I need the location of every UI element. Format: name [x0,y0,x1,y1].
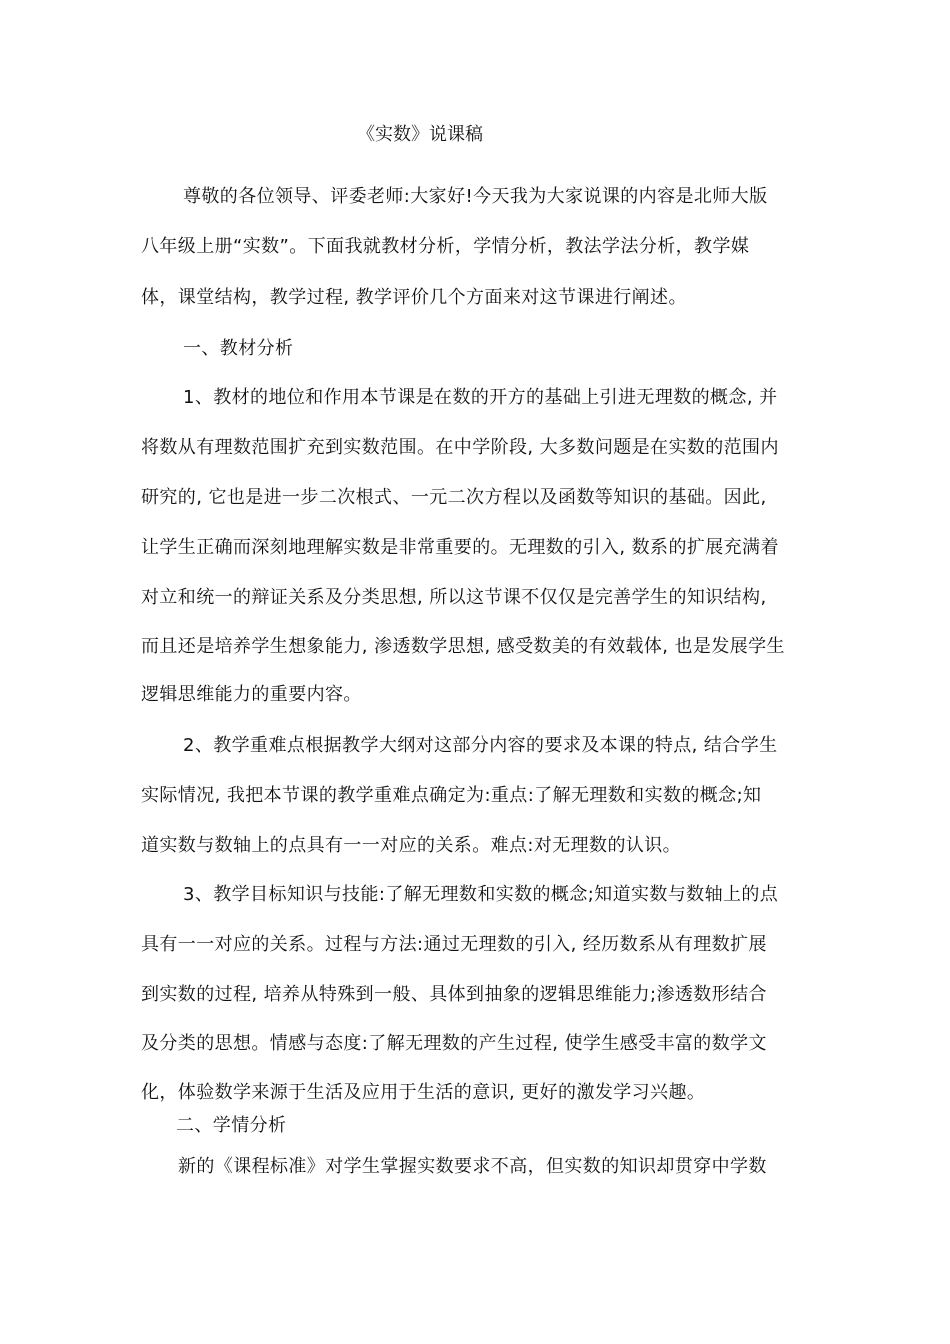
document-title: 《实数》说课稿 [357,124,483,145]
section-heading-students: 二、学情分析 [176,1115,287,1136]
para4-line-1: 新的《课程标准》对学生掌握实数要求不高，但实数的知识却贯穿中学数 [178,1156,767,1177]
para1-line-7: 逻辑思维能力的重要内容。 [141,684,362,705]
para3-line-3: 到实数的过程, 培养从特殊到一般、具体到抽象的逻辑思维能力;渗透数形结合 [141,984,767,1005]
para1-line-2: 将数从有理数范围扩充到实数范围。在中学阶段, 大多数问题是在实数的范围内 [141,437,779,458]
intro-line-2: 八年级上册“实数”。下面我就教材分析，学情分析，教法学法分析，教学媒 [141,236,750,257]
para2-line-1: 2、教学重难点根据教学大纲对这部分内容的要求及本课的特点, 结合学生 [183,735,778,756]
para3-line-1: 3、教学目标知识与技能:了解无理数和实数的概念;知道实数与数轴上的点 [183,884,779,905]
para3-line-2: 具有一一对应的关系。过程与方法:通过无理数的引入, 经历数系从有理数扩展 [141,934,767,955]
section-heading-materials: 一、教材分析 [183,338,294,359]
para2-line-2: 实际情况, 我把本节课的教学重难点确定为:重点:了解无理数和实数的概念;知 [141,785,762,806]
intro-line-1: 尊敬的各位领导、评委老师:大家好!今天我为大家说课的内容是北师大版 [183,186,768,207]
para3-line-4: 及分类的思想。情感与态度:了解无理数的产生过程, 使学生感受丰富的数学文 [141,1033,767,1054]
para1-line-4: 让学生正确而深刻地理解实数是非常重要的。无理数的引入, 数系的扩展充满着 [141,537,779,558]
para1-line-1: 1、教材的地位和作用本节课是在数的开方的基础上引进无理数的概念, 并 [183,387,778,408]
para1-line-6: 而且还是培养学生想象能力, 渗透数学思想, 感受数美的有效载体, 也是发展学生 [141,636,785,657]
para3-line-5: 化，体验数学来源于生活及应用于生活的意识, 更好的激发学习兴趣。 [141,1082,706,1103]
para1-line-5: 对立和统一的辩证关系及分类思想, 所以这节课不仅仅是完善学生的知识结构, [141,587,767,608]
para1-line-3: 研究的, 它也是进一步二次根式、一元二次方程以及函数等知识的基础。因此, [141,487,767,508]
intro-line-3: 体，课堂结构，教学过程, 教学评价几个方面来对这节课进行阐述。 [141,287,687,308]
para2-line-3: 道实数与数轴上的点具有一一对应的关系。难点:对无理数的认识。 [141,835,682,856]
